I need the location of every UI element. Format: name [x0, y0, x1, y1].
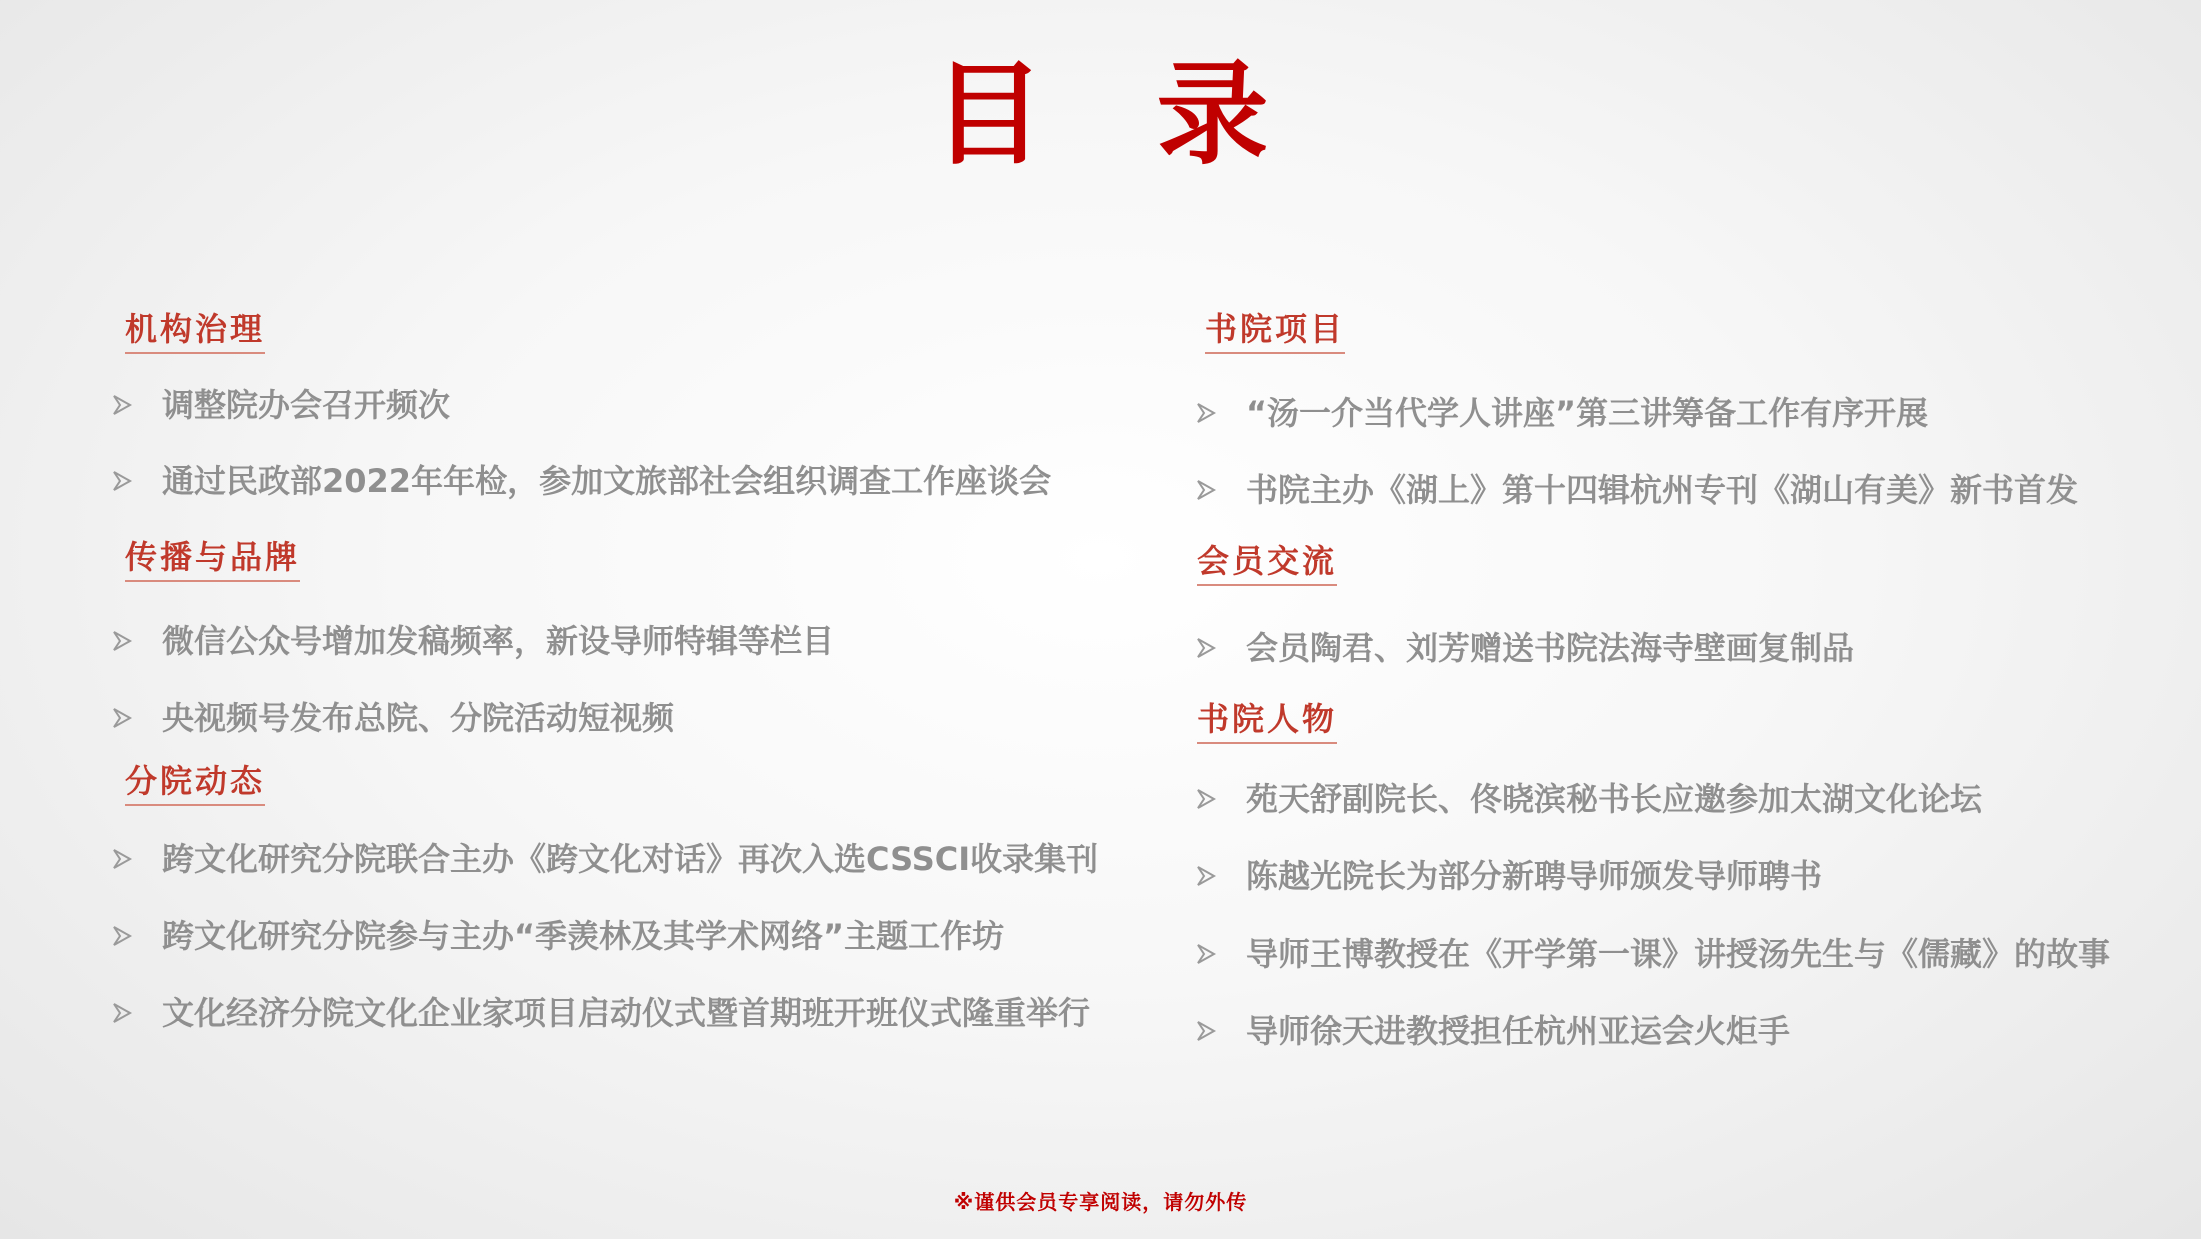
list-item-text: “汤一介当代学人讲座”第三讲筹备工作有序开展	[1246, 394, 1929, 432]
list-item-text: 导师徐天进教授担任杭州亚运会火炬手	[1246, 1012, 1791, 1050]
list-item-text: 通过民政部2022年年检，参加文旅部社会组织调查工作座谈会	[162, 462, 1052, 500]
arrow-bullet-icon	[112, 703, 134, 733]
arrow-bullet-icon	[112, 921, 134, 951]
list-item-text: 央视频号发布总院、分院活动短视频	[162, 699, 675, 737]
section-heading-branding: 传播与品牌	[125, 538, 300, 582]
arrow-bullet-icon	[112, 998, 134, 1028]
arrow-bullet-icon	[1196, 1016, 1218, 1046]
title-char-2: 录	[1156, 49, 1269, 180]
arrow-bullet-icon	[1196, 861, 1218, 891]
list-item-text: 陈越光院长为部分新聘导师颁发导师聘书	[1246, 857, 1823, 895]
list-item-text: 微信公众号增加发稿频率，新设导师特辑等栏目	[162, 622, 835, 660]
arrow-bullet-icon	[1196, 633, 1218, 663]
arrow-bullet-icon	[112, 626, 134, 656]
arrow-bullet-icon	[1196, 475, 1218, 505]
section-heading-members: 会员交流	[1197, 542, 1337, 586]
list-item-text: 调整院办会召开频次	[162, 386, 451, 424]
arrow-bullet-icon	[112, 466, 134, 496]
list-item-text: 导师王博教授在《开学第一课》讲授汤先生与《儒藏》的故事	[1246, 935, 2111, 973]
section-heading-people: 书院人物	[1197, 700, 1337, 744]
section-heading-branches: 分院动态	[125, 762, 265, 806]
list-item-text: 书院主办《湖上》第十四辑杭州专刊《湖山有美》新书首发	[1246, 471, 2079, 509]
section-heading-projects: 书院项目	[1205, 310, 1345, 354]
footer-notice: ※谨供会员专享阅读，请勿外传	[953, 1190, 1248, 1214]
arrow-bullet-icon	[112, 390, 134, 420]
title-char-1: 目	[932, 49, 1045, 180]
arrow-bullet-icon	[1196, 784, 1218, 814]
arrow-bullet-icon	[112, 844, 134, 874]
list-item-text: 苑天舒副院长、佟晓滨秘书长应邀参加太湖文化论坛	[1246, 780, 1983, 818]
arrow-bullet-icon	[1196, 398, 1218, 428]
list-item-text: 跨文化研究分院联合主办《跨文化对话》再次入选CSSCI收录集刊	[162, 840, 1099, 878]
list-item-text: 跨文化研究分院参与主办“季羡林及其学术网络”主题工作坊	[162, 917, 1005, 955]
page-title	[0, 48, 2201, 182]
arrow-bullet-icon	[1196, 939, 1218, 969]
list-item-text: 会员陶君、刘芳赠送书院法海寺壁画复制品	[1246, 629, 1855, 667]
section-heading-governance: 机构治理	[125, 310, 265, 354]
list-item-text: 文化经济分院文化企业家项目启动仪式暨首期班开班仪式隆重举行	[162, 994, 1091, 1032]
